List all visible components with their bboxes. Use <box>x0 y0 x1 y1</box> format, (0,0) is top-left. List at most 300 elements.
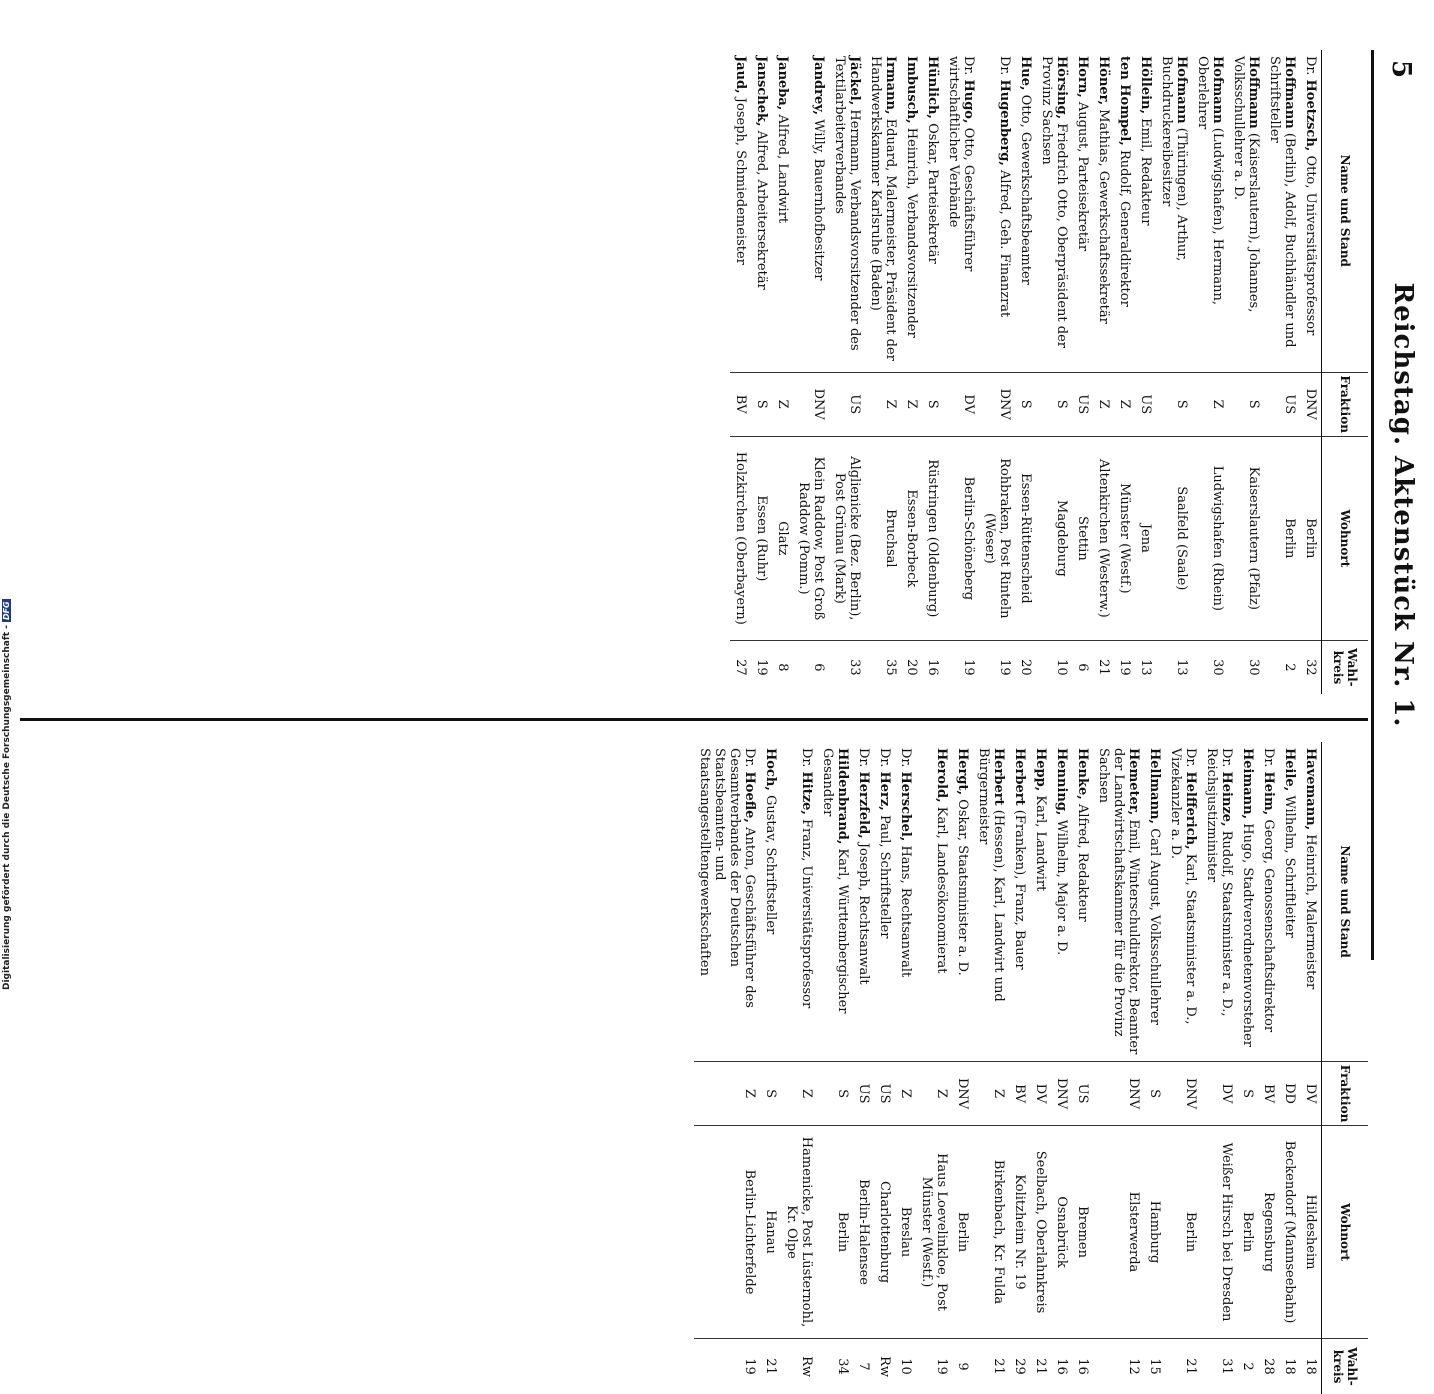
table-row <box>1156 50 1192 694</box>
member-surname: Hoch, <box>763 748 778 791</box>
fraktion-cell: US <box>1072 372 1093 436</box>
member-details: Heinrich, Verbandsvorsitzender <box>904 127 919 338</box>
wahlkreis-cell: 10 <box>1036 640 1072 694</box>
wahlkreis-cell: 30 <box>1228 640 1264 694</box>
member-name-cell <box>979 50 1015 372</box>
member-name-cell <box>865 50 901 372</box>
member-surname: Hoetzsch, <box>1303 79 1318 152</box>
digitization-note <box>2 599 12 990</box>
wohnort-cell: Elsterwerda <box>1093 1126 1144 1339</box>
wohnort-cell: Berlin-Lichterfelde <box>694 1126 760 1339</box>
member-surname: Hugenberg, <box>997 79 1012 166</box>
wohnort-cell: Bremen <box>1072 1126 1093 1339</box>
right-table-block <box>20 742 1368 1394</box>
member-details: Eduard, Malermeister, Präsident der Handwerkskammer Karlsruhe (Baden) <box>868 56 898 361</box>
fraktion-cell: US <box>829 372 865 436</box>
member-surname: ten Hompel, <box>1117 56 1132 146</box>
member-name-cell <box>1072 742 1093 1062</box>
fraktion-cell: BV <box>730 372 751 436</box>
wahlkreis-cell: 13 <box>1135 640 1156 694</box>
wohnort-cell: Berlin <box>1300 436 1322 640</box>
table-row <box>829 50 865 694</box>
table-row <box>1093 742 1144 1394</box>
fraktion-cell: DV <box>1300 1062 1322 1126</box>
table-row <box>1072 50 1093 694</box>
member-name-cell <box>1135 50 1156 372</box>
member-details: Otto, Universitätsprofessor <box>1303 155 1318 336</box>
member-name-cell <box>853 742 874 1062</box>
member-name-cell <box>952 742 973 1062</box>
wohnort-cell: Berlin <box>817 1126 853 1339</box>
fraktion-cell: S <box>1228 372 1264 436</box>
member-name-cell <box>751 50 772 372</box>
member-name-cell <box>1015 50 1036 372</box>
fraktion-cell: US <box>1135 372 1156 436</box>
member-name-cell <box>1093 742 1144 1062</box>
member-details: (Franken), Franz, Bauer <box>1012 809 1027 970</box>
wohnort-cell: Berlin-Schöneberg <box>943 436 979 640</box>
fraktion-cell: DNV <box>952 1062 973 1126</box>
member-details: (Kaiserslautern), Johannes, Volksschullehrer a. D. <box>1231 56 1261 313</box>
member-details: Hermann, Verbandsvorsitzender des Textilarbeiterverbandes <box>832 56 862 351</box>
wahlkreis-cell: Rw <box>874 1339 895 1394</box>
member-name-cell <box>1051 742 1072 1062</box>
wahlkreis-cell: 18 <box>1279 1339 1300 1394</box>
wohnort-cell: Münster (Westf.) <box>1114 436 1135 640</box>
wahlkreis-cell: 29 <box>1009 1339 1030 1394</box>
member-surname: Jandrey, <box>811 56 826 116</box>
member-details: Mathias, Gewerkschaftssekretär <box>1096 109 1111 324</box>
fraktion-cell: S <box>751 372 772 436</box>
title-prefix: Dr. <box>997 56 1012 76</box>
member-details: Franz, Universitätsprofessor <box>799 819 814 1009</box>
wahlkreis-cell: 30 <box>1192 640 1228 694</box>
col-name-header: Name und Stand <box>1322 742 1369 1062</box>
fraktion-cell: S <box>1156 372 1192 436</box>
member-surname: Imbusch, <box>904 56 919 124</box>
table-row <box>730 50 751 694</box>
member-details: Oskar, Staatsminister a. D. <box>955 799 970 976</box>
fraktion-cell: S <box>1036 372 1072 436</box>
wohnort-cell: Berlin <box>1264 436 1300 640</box>
table-row <box>1051 742 1072 1394</box>
fraktion-cell: S <box>817 1062 853 1126</box>
member-surname: Irmann, <box>883 56 898 115</box>
wahlkreis-cell: 19 <box>943 640 979 694</box>
fraktion-cell: US <box>874 1062 895 1126</box>
member-name-cell <box>1144 742 1165 1062</box>
member-surname: Janschek, <box>754 56 769 127</box>
wahlkreis-cell: 21 <box>1093 640 1114 694</box>
wohnort-cell: Alglienicke (Bez. Berlin), Post Grünau (Mark) <box>829 436 865 640</box>
member-details: Alfred, Redakteur <box>1075 803 1090 922</box>
table-row <box>895 742 916 1394</box>
table-row <box>1015 50 1036 694</box>
member-surname: Hugo, <box>961 79 976 124</box>
wahlkreis-cell: 2 <box>1264 640 1300 694</box>
table-row <box>865 50 901 694</box>
wahlkreis-cell: 6 <box>1072 640 1093 694</box>
member-surname: Henke, <box>1075 748 1090 800</box>
wohnort-cell: Glatz <box>772 436 793 640</box>
member-name-cell <box>829 50 865 372</box>
member-surname: Hoffmann <box>1282 56 1297 129</box>
member-surname: Hünlich, <box>925 56 940 119</box>
wohnort-cell: Birkenbach, Kr. Fulda <box>973 1126 1009 1339</box>
table-row <box>1144 742 1165 1394</box>
table-row <box>853 742 874 1394</box>
member-surname: Horn, <box>1075 56 1090 98</box>
wohnort-cell: Hamenicke, Post Lüsternohl, Kr. Olpe <box>781 1126 817 1339</box>
wahlkreis-cell: 16 <box>922 640 943 694</box>
member-details: Friedrich Otto, Oberpräsident der Provinz Sachsen <box>1039 56 1069 349</box>
member-name-cell <box>781 742 817 1062</box>
member-details: Oskar, Parteisekretär <box>925 123 940 264</box>
wahlkreis-cell: 19 <box>694 1339 760 1394</box>
wohnort-cell: Magdeburg <box>1036 436 1072 640</box>
table-row <box>1300 742 1322 1394</box>
table-row <box>751 50 772 694</box>
fraktion-cell: Z <box>895 1062 916 1126</box>
wahlkreis-cell: 27 <box>730 640 751 694</box>
fraktion-cell: US <box>1264 372 1300 436</box>
wohnort-cell: Weißer Hirsch bei Dresden <box>1201 1126 1237 1339</box>
member-details: Alfred, Arbeitersekretär <box>754 130 769 290</box>
wohnort-cell: Altenkirchen (Westerw.) <box>1093 436 1114 640</box>
wohnort-cell: Hanau <box>760 1126 781 1339</box>
table-row <box>1036 50 1072 694</box>
table-row <box>1093 50 1114 694</box>
table-row <box>1264 50 1300 694</box>
table-row <box>793 50 829 694</box>
wahlkreis-cell: 21 <box>1165 1339 1201 1394</box>
member-details: Alfred, Landwirt <box>775 114 790 224</box>
wahlkreis-cell: 21 <box>973 1339 1009 1394</box>
wahlkreis-cell: Rw <box>781 1339 817 1394</box>
fraktion-cell: Z <box>1192 372 1228 436</box>
member-name-cell <box>901 50 922 372</box>
member-surname: Hue, <box>1018 56 1033 91</box>
table-row <box>1201 742 1237 1394</box>
member-surname: Hofmann <box>1210 56 1225 124</box>
member-details: Karl, Landesökonomierat <box>934 806 949 974</box>
wohnort-cell: Stettin <box>1072 436 1093 640</box>
wohnort-cell: Beckendorf (Mannseebahn) <box>1279 1126 1300 1339</box>
table-row <box>1228 50 1264 694</box>
dfg-logo: DFG <box>2 601 11 621</box>
member-surname: Heimann, <box>1240 748 1255 820</box>
member-details: Hugo, Stadtverordnetenvorsteher <box>1240 823 1255 1048</box>
fraktion-cell: DNV <box>1165 1062 1201 1126</box>
member-surname: Hofmann <box>1174 56 1189 124</box>
member-surname: Janeba, <box>775 56 790 111</box>
member-name-cell <box>1192 50 1228 372</box>
member-surname: Höner, <box>1096 56 1111 106</box>
fraktion-cell: Z <box>901 372 922 436</box>
wahlkreis-cell: 35 <box>865 640 901 694</box>
table-row <box>1030 742 1051 1394</box>
col-fraktion-header: Fraktion <box>1322 1062 1369 1126</box>
page-header <box>1388 50 1418 960</box>
fraktion-cell: S <box>922 372 943 436</box>
member-name-cell <box>1279 742 1300 1062</box>
wohnort-cell: Essen-Borbeck <box>901 436 922 640</box>
member-surname: Herold, <box>934 748 949 803</box>
wohnort-cell: Rohbraken, Post Rinteln (Weser) <box>979 436 1015 640</box>
table-row <box>922 50 943 694</box>
table-row <box>874 742 895 1394</box>
table-row <box>1300 50 1322 694</box>
side-note <box>2 40 16 1000</box>
member-name-cell <box>1300 742 1322 1062</box>
table-row <box>1192 50 1228 694</box>
title-prefix: Dr. <box>742 748 757 768</box>
wohnort-cell: Berlin <box>1237 1126 1258 1339</box>
member-name-cell <box>730 50 751 372</box>
wahlkreis-cell: 19 <box>979 640 1015 694</box>
member-name-cell <box>1258 742 1279 1062</box>
table-row <box>916 742 952 1394</box>
table-row <box>952 742 973 1394</box>
member-name-cell <box>1165 742 1201 1062</box>
title-prefix: Dr. <box>1219 748 1234 768</box>
wahlkreis-cell: 21 <box>1030 1339 1051 1394</box>
title-prefix: Dr. <box>856 748 871 768</box>
wohnort-cell: Klein Raddow, Post Groß Raddow (Pomm.) <box>793 436 829 640</box>
member-details: Karl, Württembergischer Gesandter <box>820 748 850 1014</box>
column-divider <box>20 718 1368 721</box>
member-name-cell <box>760 742 781 1062</box>
member-details: (Thüringen), Arthur, Buchdruckereibesitzer <box>1159 56 1189 262</box>
title-prefix: Dr. <box>799 748 814 768</box>
title-prefix: Dr. <box>1261 748 1276 768</box>
wohnort-cell: Ludwigshafen (Rhein) <box>1192 436 1228 640</box>
wahlkreis-cell: 16 <box>1051 1339 1072 1394</box>
member-surname: Hoffmann <box>1246 56 1261 129</box>
wohnort-cell: Kaiserslautern (Pfalz) <box>1228 436 1264 640</box>
members-table-right <box>694 742 1368 1394</box>
wohnort-cell: Berlin-Halensee <box>853 1126 874 1339</box>
wahlkreis-cell: 31 <box>1201 1339 1237 1394</box>
col-wahlkreis-header: Wahl-kreis <box>1322 1339 1369 1394</box>
wohnort-cell: Rüstringen (Oldenburg) <box>922 436 943 640</box>
fraktion-cell: DV <box>943 372 979 436</box>
digitization-text: Digitalisierung gefördert durch die Deutsche Forschungsgemeinschaft - <box>2 625 12 990</box>
member-details: Gustav, Schriftsteller <box>763 795 778 935</box>
member-details: Alfred, Geh. Finanzrat <box>997 170 1012 318</box>
member-details: Karl, Staatsminister a. D., Vizekanzler a. D. <box>1168 748 1198 1025</box>
table-row <box>781 742 817 1394</box>
wohnort-cell: Hamburg <box>1144 1126 1165 1339</box>
table-row <box>1237 742 1258 1394</box>
title-prefix: Dr. <box>877 748 892 768</box>
col-fraktion-header: Fraktion <box>1322 372 1369 436</box>
member-name-cell <box>1201 742 1237 1062</box>
table-row <box>973 742 1009 1394</box>
member-details: Otto, Gewerkschaftsbeamter <box>1018 94 1033 285</box>
wahlkreis-cell: 2 <box>1237 1339 1258 1394</box>
wohnort-cell: Kolitzheim Nr. 19 <box>1009 1126 1030 1339</box>
fraktion-cell: DD <box>1279 1062 1300 1126</box>
member-name-cell <box>793 50 829 372</box>
member-surname: Herz, <box>877 771 892 811</box>
table-row <box>694 742 760 1394</box>
page-number: 5 <box>1386 60 1416 79</box>
member-name-cell <box>1009 742 1030 1062</box>
member-details: Willy, Bauernhofbesitzer <box>811 119 826 281</box>
fraktion-cell: S <box>760 1062 781 1126</box>
member-name-cell <box>1072 50 1093 372</box>
wahlkreis-cell: 10 <box>895 1339 916 1394</box>
member-name-cell <box>1300 50 1322 372</box>
col-name-header: Name und Stand <box>1322 50 1369 372</box>
member-surname: Henning, <box>1054 748 1069 816</box>
member-surname: Helfferich, <box>1183 771 1198 850</box>
table-row <box>772 50 793 694</box>
member-details: Carl August, Volksschullehrer <box>1147 828 1162 1025</box>
wohnort-cell: Seelbach, Oberlahnkreis <box>1030 1126 1051 1339</box>
wahlkreis-cell: 9 <box>952 1339 973 1394</box>
header-rule <box>1371 50 1374 960</box>
member-name-cell <box>1036 50 1072 372</box>
wahlkreis-cell: 20 <box>1015 640 1036 694</box>
member-name-cell <box>922 50 943 372</box>
member-details: (Hessen), Karl, Landwirt und Bürgermeister <box>976 748 1006 1002</box>
wohnort-cell: Regensburg <box>1258 1126 1279 1339</box>
table-row <box>901 50 922 694</box>
title-prefix: Dr. <box>1303 56 1318 76</box>
fraktion-cell: DNV <box>979 372 1015 436</box>
member-surname: Herschel, <box>898 771 913 842</box>
wahlkreis-cell: 13 <box>1156 640 1192 694</box>
member-details: Wilhelm, Schriftleiter <box>1282 795 1297 938</box>
table-row <box>1165 742 1201 1394</box>
member-details: Rudolf, Generaldirektor <box>1117 149 1132 307</box>
member-name-cell <box>973 742 1009 1062</box>
wahlkreis-cell: 18 <box>1300 1339 1322 1394</box>
member-details: Rudolf, Staatsminister a. D., Reichsjustizminister <box>1204 748 1234 1017</box>
wohnort-cell: Berlin <box>952 1126 973 1339</box>
member-surname: Heile, <box>1282 748 1297 792</box>
table-row <box>817 742 853 1394</box>
member-name-cell <box>817 742 853 1062</box>
member-details: Joseph, Schmiedemeister <box>733 97 748 265</box>
fraktion-cell: BV <box>1009 1062 1030 1126</box>
wohnort-cell: Essen (Ruhr) <box>751 436 772 640</box>
member-surname: Hildenbrand, <box>835 748 850 845</box>
member-name-cell <box>694 742 760 1062</box>
member-name-cell <box>1030 742 1051 1062</box>
members-table-left <box>730 50 1368 694</box>
member-details: Joseph, Rechtsanwalt <box>856 842 871 985</box>
wohnort-cell: Osnabrück <box>1051 1126 1072 1339</box>
col-wahlkreis-header: Wahl-kreis <box>1322 640 1369 694</box>
wahlkreis-cell: 20 <box>901 640 922 694</box>
member-name-cell <box>1156 50 1192 372</box>
fraktion-cell: DNV <box>1300 372 1322 436</box>
member-surname: Jäckel, <box>847 56 862 106</box>
fraktion-cell: Z <box>916 1062 952 1126</box>
fraktion-cell: Z <box>694 1062 760 1126</box>
fraktion-cell: Z <box>1114 372 1135 436</box>
wahlkreis-cell: 28 <box>1258 1339 1279 1394</box>
table-row <box>1114 50 1135 694</box>
member-surname: Havemann, <box>1303 748 1318 831</box>
fraktion-cell: US <box>1072 1062 1093 1126</box>
member-details: Wilhelm, Major a. D. <box>1054 819 1069 956</box>
wahlkreis-cell: 7 <box>853 1339 874 1394</box>
wohnort-cell: Berlin <box>1165 1126 1201 1339</box>
member-surname: Heim, <box>1261 771 1276 816</box>
member-surname: Hepp, <box>1033 748 1048 792</box>
wahlkreis-cell: 32 <box>1300 640 1322 694</box>
title-prefix: Dr. <box>961 56 976 76</box>
title-prefix: Dr. <box>1183 748 1198 768</box>
fraktion-cell: S <box>1015 372 1036 436</box>
member-details: (Ludwigshafen), Hermann, Oberlehrer <box>1195 56 1225 305</box>
wohnort-cell: Essen-Rüttenscheid <box>1015 436 1036 640</box>
fraktion-cell: DNV <box>793 372 829 436</box>
fraktion-cell: DV <box>1030 1062 1051 1126</box>
member-name-cell <box>1093 50 1114 372</box>
page-title: Reichstag. Aktenstück Nr. 1. <box>1388 282 1418 728</box>
member-name-cell <box>1237 742 1258 1062</box>
col-wohnort-header: Wohnort <box>1322 1126 1369 1339</box>
wahlkreis-cell: 19 <box>916 1339 952 1394</box>
wohnort-cell: Haus Loevelinkloe, Post Münster (Westf.) <box>916 1126 952 1339</box>
member-surname: Hellmann, <box>1147 748 1162 825</box>
member-details: Karl, Landwirt <box>1033 795 1048 892</box>
col-wohnort-header: Wohnort <box>1322 436 1369 640</box>
table-row <box>1279 742 1300 1394</box>
wahlkreis-cell: 8 <box>772 640 793 694</box>
member-details: Georg, Genossenschaftsdirektor <box>1261 819 1276 1033</box>
member-surname: Jaud, <box>733 56 748 94</box>
fraktion-cell: Z <box>865 372 901 436</box>
wahlkreis-cell: 34 <box>817 1339 853 1394</box>
wohnort-cell: Breslau <box>895 1126 916 1339</box>
wohnort-cell: Jena <box>1135 436 1156 640</box>
table-row <box>1258 742 1279 1394</box>
member-surname: Herbert <box>991 748 1006 806</box>
member-details: Otto, Geschäftsführer wirtschaftlicher Verbände <box>946 56 976 272</box>
fraktion-cell: DNV <box>1093 1062 1144 1126</box>
member-name-cell <box>943 50 979 372</box>
fraktion-cell: Z <box>772 372 793 436</box>
member-surname: Hoefle, <box>742 771 757 823</box>
member-details: August, Parteisekretär <box>1075 101 1090 252</box>
wahlkreis-cell: 19 <box>1114 640 1135 694</box>
table-row <box>979 50 1015 694</box>
title-prefix: Dr. <box>898 748 913 768</box>
table-row <box>1009 742 1030 1394</box>
wahlkreis-cell: 16 <box>1072 1339 1093 1394</box>
member-details: (Berlin), Adolf, Buchhändler und Schriftsteller <box>1267 56 1297 348</box>
member-surname: Hitze, <box>799 771 814 815</box>
wahlkreis-cell: 15 <box>1144 1339 1165 1394</box>
table-row <box>1072 742 1093 1394</box>
wahlkreis-cell: 33 <box>829 640 865 694</box>
fraktion-cell: Z <box>1093 372 1114 436</box>
member-details: Emil, Winterschuldirektor, Beamter der Landwirtschaftskammer für die Provinz Sachsen <box>1096 748 1141 1055</box>
wahlkreis-cell: 19 <box>751 640 772 694</box>
fraktion-cell: S <box>1237 1062 1258 1126</box>
member-details: Anton, Geschäftsführer des Gesamtverbandes der Deutschen Staatsbeamten- und Staatsangestelltengewerkschaften <box>697 748 757 1008</box>
wohnort-cell: Bruchsal <box>865 436 901 640</box>
wohnort-cell: Holzkirchen (Oberbayern) <box>730 436 751 640</box>
fraktion-cell: Z <box>781 1062 817 1126</box>
wohnort-cell: Saalfeld (Saale) <box>1156 436 1192 640</box>
